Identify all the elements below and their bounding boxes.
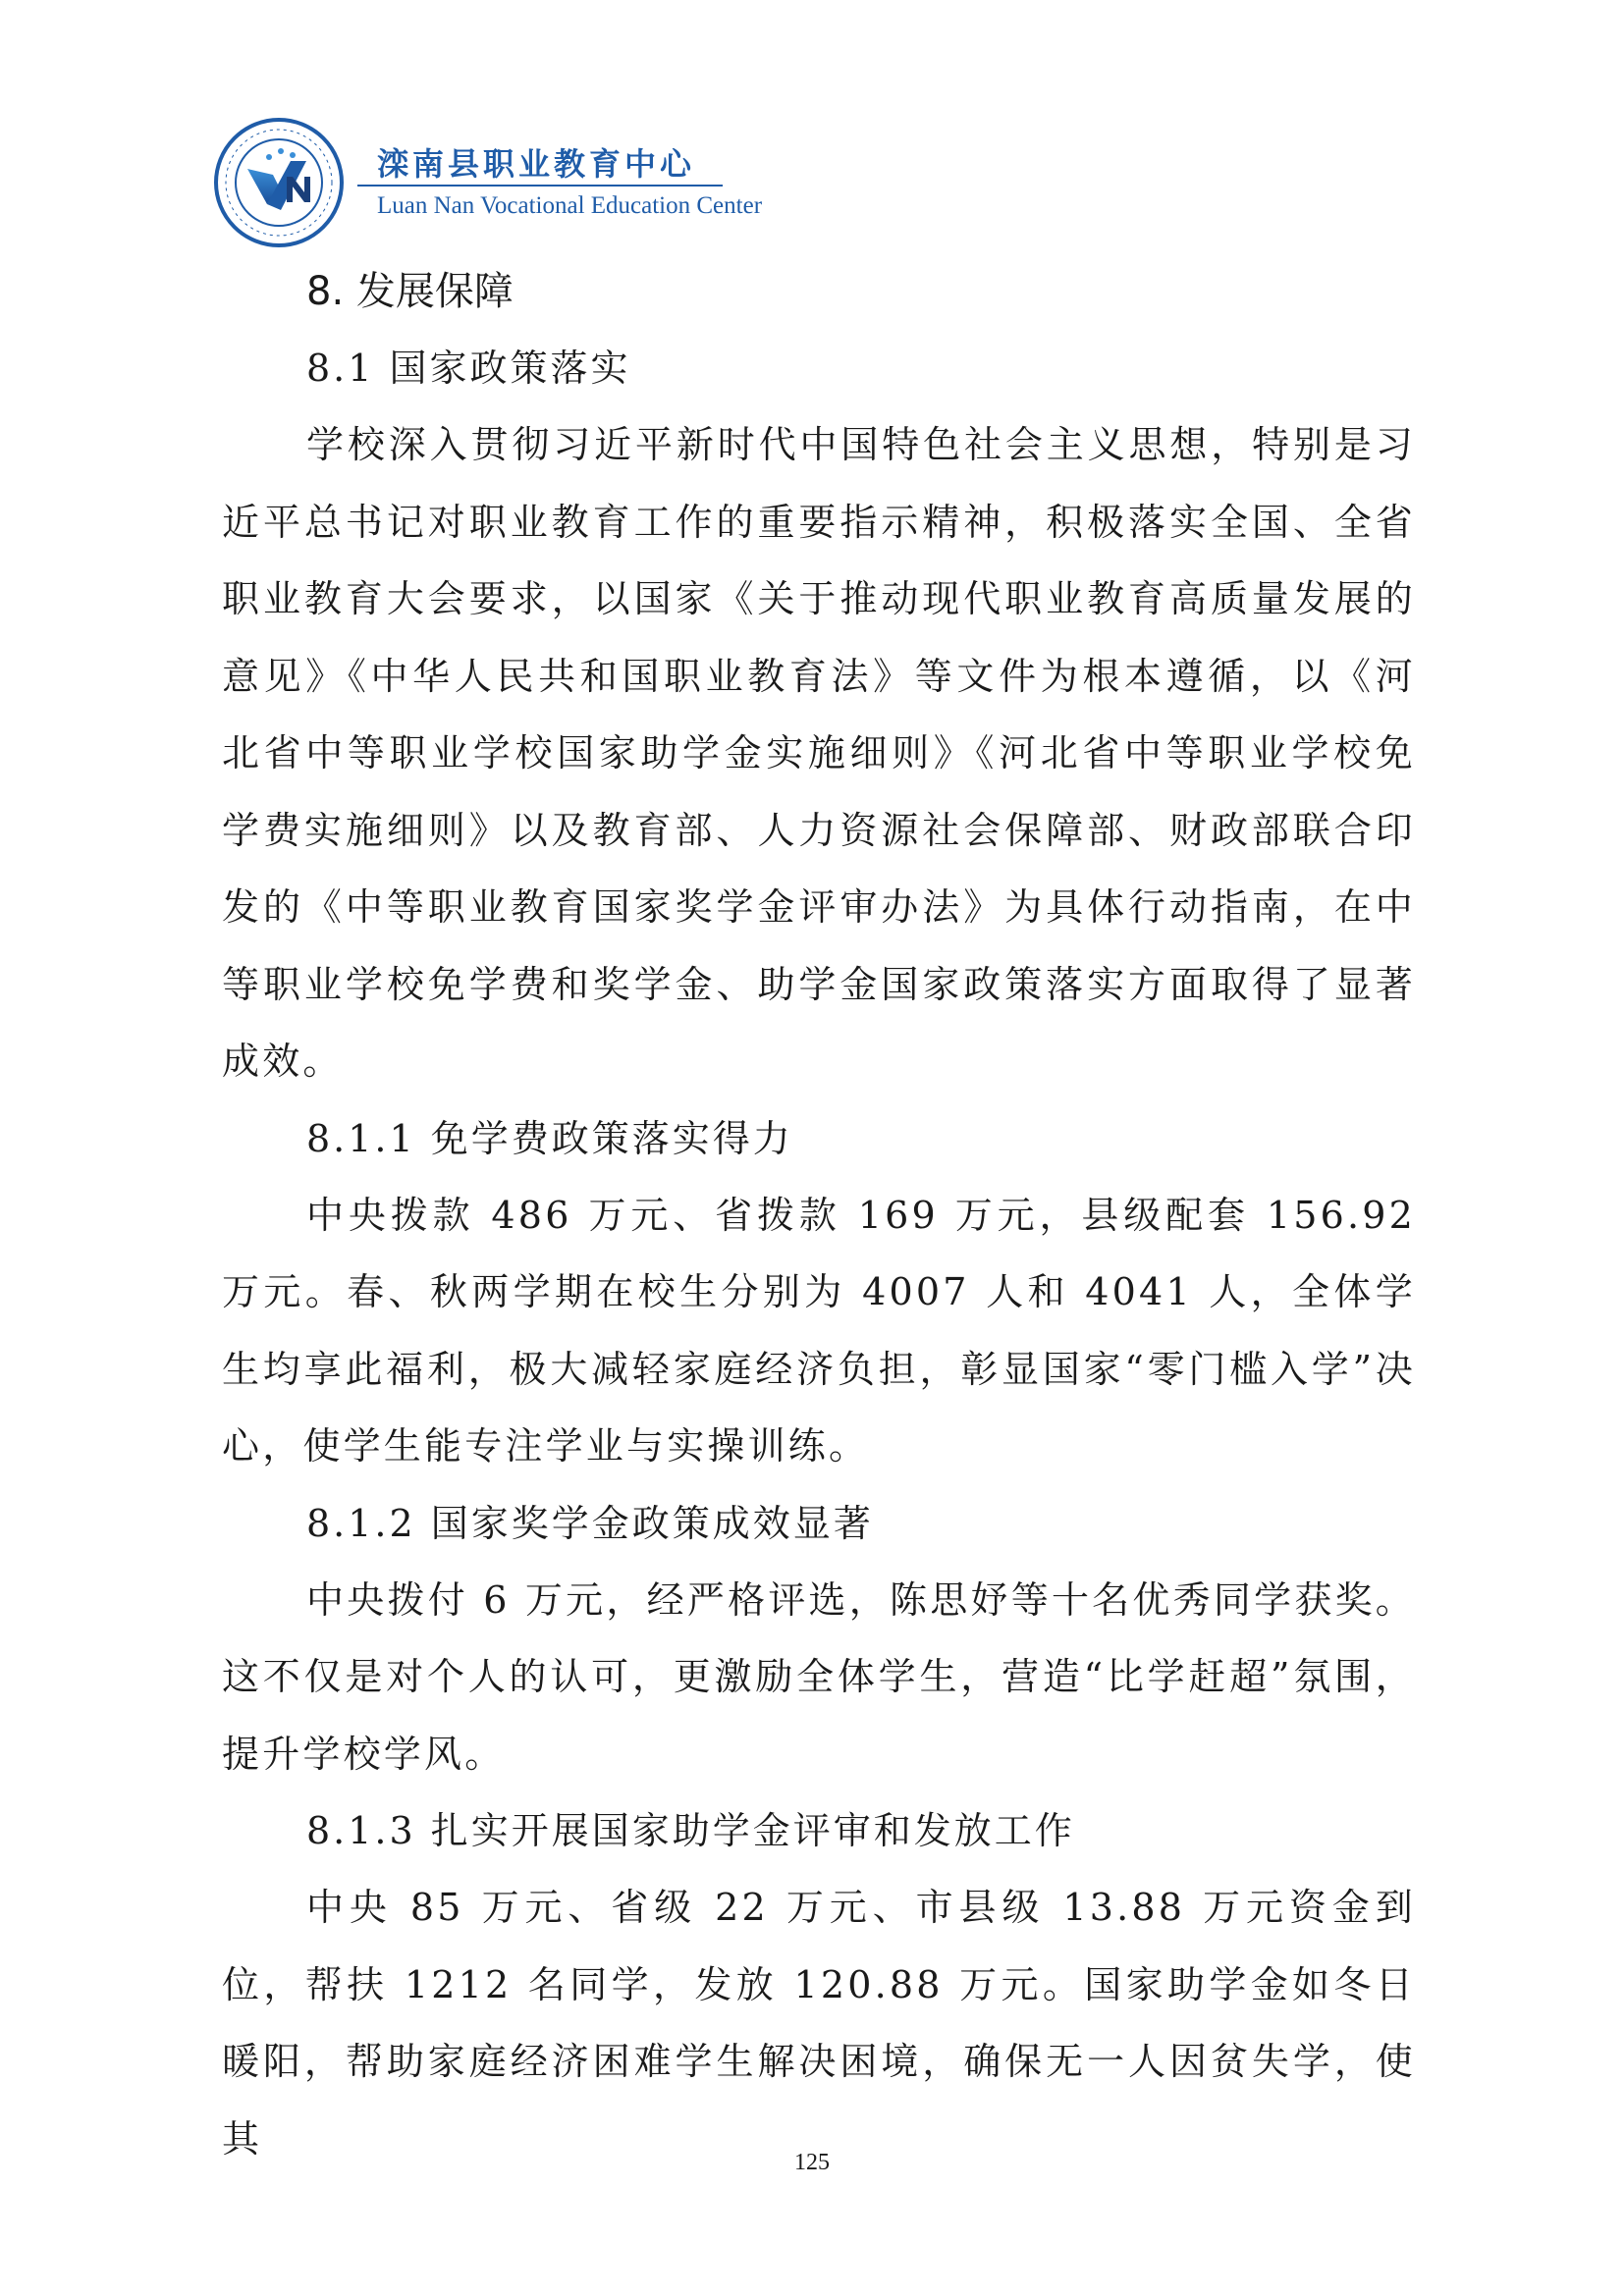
school-emblem-icon (212, 116, 346, 249)
section-8-1-3-paragraph: 中央 85 万元、省级 22 万元、市县级 13.88 万元资金到位，帮扶 1212 名同学，发放 120.88 万元。国家助学金如冬日暖阳，帮助家庭经济困难学生解决困境，确保无一人因贫失学，使其 (222, 1886, 1416, 2161)
page-number: 125 (794, 2150, 830, 2175)
section-8-1-1-heading: 8.1.1 免学费政策落实得力 (306, 1116, 793, 1160)
section-8-heading: 8. 发展保障 (306, 269, 514, 314)
page-header (212, 110, 763, 257)
header-divider (357, 185, 723, 187)
section-8-1-paragraph: 学校深入贯彻习近平新时代中国特色社会主义思想，特别是习近平总书记对职业教育工作的重要指示精神，积极落实全国、全省职业教育大会要求，以国家《关于推动现代职业教育高质量发展的意见》《中华人民共和国职业教育法》等文件为根本遵循，以《河北省中等职业学校国家助学金实施细则》《河北省中等职业学校免学费实施细则》以及教育部、人力资源社会保障部、财政部联合印发的《中等职业教育国家奖学金评审办法》为具体行动指南，在中等职业学校免学费和奖学金、助学金国家政策落实方面取得了显著成效。 (222, 423, 1416, 1083)
org-name-cn: 滦南县职业教育中心 (377, 145, 696, 183)
section-8-1-2-heading: 8.1.2 国家奖学金政策成效显著 (306, 1501, 874, 1545)
org-name-en: Luan Nan Vocational Education Center (377, 192, 763, 219)
section-8-1-heading: 8.1 国家政策落实 (306, 347, 631, 390)
section-8-1-2-paragraph: 中央拨付 6 万元，经严格评选，陈思妤等十名优秀同学获奖。这不仅是对个人的认可，更激励全体学生，营造“比学赶超”氛围，提升学校学风。 (222, 1577, 1416, 1776)
section-8-1-3-heading: 8.1.3 扎实开展国家助学金评审和发放工作 (306, 1809, 1075, 1852)
section-8-1-1-paragraph: 中央拨款 486 万元、省拨款 169 万元，县级配套 156.92 万元。春、秋两学期在校生分别为 4007 人和 4041 人，全体学生均享此福利，极大减轻家庭经济负担，彰显国家“零门槛入学”决心，使学生能专注学业与实操训练。 (222, 1193, 1416, 1468)
document-body (222, 253, 1416, 2177)
